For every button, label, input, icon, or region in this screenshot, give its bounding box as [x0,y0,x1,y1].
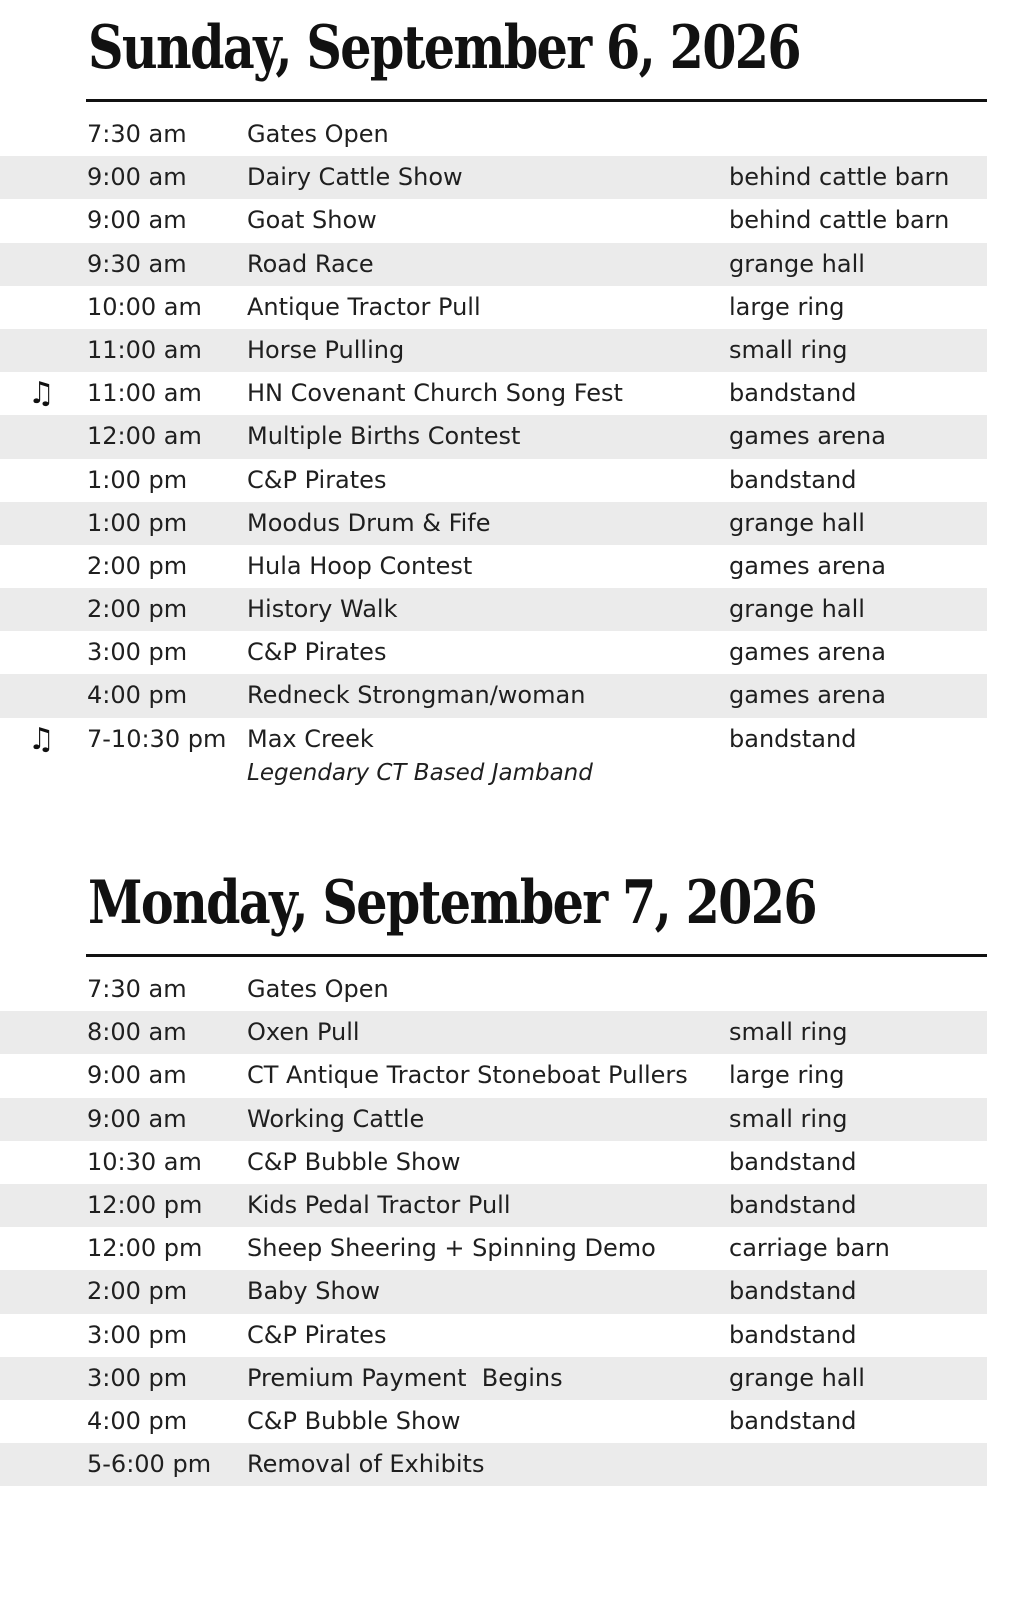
schedule-table [0,968,987,1486]
schedule-row [0,631,987,674]
event-location: grange hall [729,508,865,537]
event-time: 3:00 pm [87,1320,188,1349]
event-time: 12:00 am [87,422,202,451]
event-name: Road Race [247,249,374,278]
event-name: Oxen Pull [247,1018,360,1047]
schedule-row [0,329,987,372]
schedule-row [0,156,987,199]
event-name: HN Covenant Church Song Fest [247,379,623,408]
event-name: Sheep Sheering + Spinning Demo [247,1234,656,1263]
event-time: 9:00 am [87,163,187,192]
event-location: games arena [729,681,886,710]
event-time: 4:00 pm [87,1406,188,1435]
event-time: 9:00 am [87,1061,187,1090]
event-time: 10:00 am [87,292,202,321]
schedule-row [0,1400,987,1443]
event-location: bandstand [729,1190,857,1219]
schedule-row [0,199,987,242]
schedule-row [0,1443,987,1486]
schedule-row [0,1357,987,1400]
event-time: 11:00 am [87,335,202,364]
day-title: Sunday, September 6, 2026 [88,13,800,83]
event-location: games arena [729,422,886,451]
schedule-row [0,1314,987,1357]
event-location: grange hall [729,249,865,278]
event-name: Max Creek [247,724,374,753]
music-note-icon: ♫ [28,721,55,757]
schedule-row [0,1270,987,1313]
event-name: Kids Pedal Tractor Pull [247,1190,511,1219]
event-name: Premium Payment Begins [247,1363,563,1392]
schedule-row [0,1141,987,1184]
schedule-row [0,1098,987,1141]
event-name: CT Antique Tractor Stoneboat Pullers [247,1061,688,1090]
event-time: 4:00 pm [87,681,188,710]
event-location: grange hall [729,1363,865,1392]
event-time: 3:00 pm [87,638,188,667]
event-location: bandstand [729,1277,857,1306]
event-time: 7:30 am [87,120,187,148]
event-location: bandstand [729,465,857,494]
event-name: C&P Pirates [247,1320,387,1349]
event-time: 1:00 pm [87,465,188,494]
schedule-row [0,1011,987,1054]
schedule-row [0,1184,987,1227]
event-name: Gates Open [247,975,389,1003]
event-time: 10:30 am [87,1147,202,1176]
event-location: bandstand [729,724,857,753]
event-name: Redneck Strongman/woman [247,681,586,710]
event-time: 9:00 am [87,206,187,235]
schedule-row [0,113,987,156]
event-time: 11:00 am [87,379,202,408]
day-title: Monday, September 7, 2026 [88,868,816,938]
schedule-row [0,243,987,286]
schedule-row [0,674,987,717]
event-time: 2:00 pm [87,595,188,624]
event-time: 9:30 am [87,249,187,278]
event-name: C&P Bubble Show [247,1147,461,1176]
event-name: Hula Hoop Contest [247,551,473,580]
event-location: grange hall [729,595,865,624]
schedule-row [0,1054,987,1097]
event-time: 2:00 pm [87,1277,188,1306]
event-name: Baby Show [247,1277,380,1306]
event-name: Moodus Drum & Fife [247,508,491,537]
event-location: bandstand [729,1147,857,1176]
schedule-row [0,545,987,588]
schedule-row [0,372,987,415]
event-name: Goat Show [247,206,377,235]
event-subtitle: Legendary CT Based Jamband [247,759,593,786]
event-name: Horse Pulling [247,335,405,364]
event-location: behind cattle barn [729,206,950,235]
event-time: 5-6:00 pm [87,1450,212,1479]
event-location: games arena [729,551,886,580]
event-time: 2:00 pm [87,551,188,580]
title-rule [86,99,987,102]
event-time: 8:00 am [87,1018,187,1047]
event-time: 3:00 pm [87,1363,188,1392]
event-time: 7:30 am [87,975,187,1003]
event-name: Antique Tractor Pull [247,292,481,321]
event-location: carriage barn [729,1234,890,1263]
event-name: History Walk [247,595,398,624]
event-time: 7-10:30 pm [87,724,227,753]
day-section-sunday [0,8,1010,808]
event-location: bandstand [729,379,857,408]
event-name: C&P Pirates [247,465,387,494]
event-name: Removal of Exhibits [247,1450,485,1479]
event-location: small ring [729,1018,848,1047]
event-location: bandstand [729,1320,857,1349]
schedule-row [0,718,987,788]
event-location: games arena [729,638,886,667]
music-note-icon: ♫ [28,376,55,412]
event-name: C&P Pirates [247,638,387,667]
schedule-row [0,968,987,1011]
day-section-monday [0,863,1010,1563]
event-name: Multiple Births Contest [247,422,521,451]
event-time: 12:00 pm [87,1234,203,1263]
schedule-row [0,415,987,458]
title-rule [86,954,987,957]
event-location: bandstand [729,1406,857,1435]
event-location: large ring [729,1061,845,1090]
event-location: small ring [729,1104,848,1133]
schedule-row [0,1227,987,1270]
event-time: 12:00 pm [87,1190,203,1219]
event-location: behind cattle barn [729,163,950,192]
event-name: Working Cattle [247,1104,425,1133]
schedule-table [0,113,987,788]
event-location: small ring [729,335,848,364]
event-name: Gates Open [247,120,389,148]
event-name: Dairy Cattle Show [247,163,463,192]
event-name: C&P Bubble Show [247,1406,461,1435]
schedule-row [0,588,987,631]
event-time: 9:00 am [87,1104,187,1133]
schedule-row [0,502,987,545]
event-location: large ring [729,292,845,321]
schedule-row [0,286,987,329]
event-time: 1:00 pm [87,508,188,537]
schedule-row [0,459,987,502]
